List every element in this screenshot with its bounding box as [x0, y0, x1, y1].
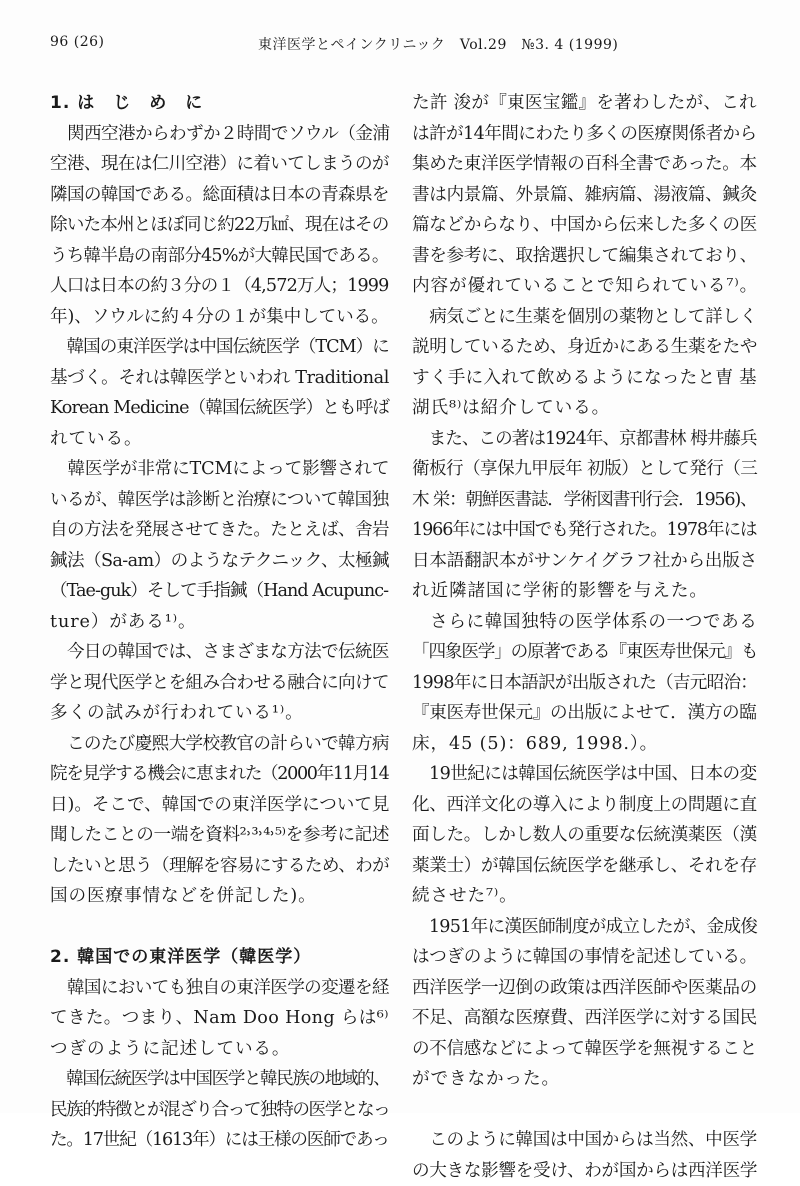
- text-line: ができなかった。: [412, 1064, 758, 1095]
- text-line: 日本語翻訳本がサンケイグラフ社から出版さ: [412, 546, 758, 577]
- text-line: 続させた⁷⁾。: [412, 881, 758, 912]
- text-line: 化、西洋文化の導入により制度上の問題に直: [412, 790, 758, 821]
- text-line: さらに韓国独特の医学体系の一つである: [412, 607, 758, 638]
- text-line: 人口は日本の約３分の１（4,572万人；1999: [50, 271, 390, 302]
- text-line: 木 栄：朝鮮医書誌．学術図書刊行会．1956)、: [412, 485, 758, 516]
- text-line: すく手に入れて飲めるようになったと曺 基: [412, 363, 758, 394]
- page-number: 96 (26): [50, 34, 105, 50]
- text-line: 西洋医学一辺倒の政策は西洋医師や医薬品の: [412, 973, 758, 1004]
- journal-citation: 東洋医学とペインクリニック Vol.29 №3. 4 (1999): [258, 34, 618, 54]
- text-line: 19世紀には韓国伝統医学は中国、日本の変: [412, 759, 758, 790]
- text-line: （Tae-guk）そして手指鍼（Hand Acupunc-: [50, 576, 390, 607]
- text-line: 多くの試みが行われている¹⁾。: [50, 698, 390, 729]
- paragraph-spacer: [50, 912, 390, 943]
- text-line: 日)。そこで、韓国での東洋医学について見: [50, 790, 390, 821]
- text-line: 床，45 (5)：689, 1998.）。: [412, 729, 758, 760]
- section-heading: 1. は じ め に: [50, 88, 390, 119]
- section-heading: 2. 韓国での東洋医学（韓医学）: [50, 942, 390, 973]
- text-line: た許 浚が『東医宝鑑』を著わしたが、これ: [412, 88, 758, 119]
- text-line: いるが、韓医学は診断と治療について韓国独: [50, 485, 390, 516]
- text-line: また、この著は1924年、京都書林 栂井藤兵: [412, 424, 758, 455]
- text-line: れている。: [50, 424, 390, 455]
- text-line: 除いた本州とほぼ同じ約22万㎢、現在はその: [50, 210, 390, 241]
- text-line: 今日の韓国では、さまざまな方法で伝統医: [50, 637, 390, 668]
- text-line: 韓国伝統医学は中国医学と韓民族の地域的、: [50, 1064, 390, 1095]
- text-line: はつぎのように韓国の事情を記述している。: [412, 942, 758, 973]
- left-text-column: [50, 88, 390, 1156]
- text-line: 衛板行（享保九甲辰年 初版）として発行（三: [412, 454, 758, 485]
- text-line: 院を見学する機会に恵まれた（2000年11月14: [50, 759, 390, 790]
- text-line: 聞したことの一端を資料²˒³˒⁴˒⁵⁾を参考に記述: [50, 820, 390, 851]
- text-line: の不信感などによって韓医学を無視すること: [412, 1034, 758, 1065]
- text-line: 学と現代医学とを組み合わせる融合に向けて: [50, 668, 390, 699]
- text-line: 自の方法を発展させてきた。たとえば、舎岩: [50, 515, 390, 546]
- text-line: 病気ごとに生薬を個別の薬物として詳しく: [412, 302, 758, 333]
- text-line: 空港、現在は仁川空港）に着いてしまうのが: [50, 149, 390, 180]
- text-line: 集めた東洋医学情報の百科全書であった。本: [412, 149, 758, 180]
- text-line: 隣国の韓国である。総面積は日本の青森県を: [50, 180, 390, 211]
- text-line: 書を参考に、取捨選択して編集されており、: [412, 241, 758, 272]
- text-line: したいと思う（理解を容易にするため、わが: [50, 851, 390, 882]
- text-line: た。17世紀（1613年）には王様の医師であっ: [50, 1125, 390, 1156]
- paragraph-spacer: [412, 1095, 758, 1126]
- text-line: 内容が優れていることで知られている⁷⁾。: [412, 271, 758, 302]
- text-line: 1966年には中国でも発行された。1978年には: [412, 515, 758, 546]
- text-line: つぎのように記述している。: [50, 1034, 390, 1065]
- text-line: れ近隣諸国に学術的影響を与えた。: [412, 576, 758, 607]
- text-line: 関西空港からわずか２時間でソウル（金浦: [50, 119, 390, 150]
- text-line: 不足、高額な医療費、西洋医学に対する国民: [412, 1003, 758, 1034]
- text-line: 書は内景篇、外景篇、雑病篇、湯液篇、鍼灸: [412, 180, 758, 211]
- text-line: 面した。しかし数人の重要な伝統漢薬医（漢: [412, 820, 758, 851]
- running-header: [50, 34, 754, 56]
- right-text-column: [412, 88, 758, 1186]
- text-line: 説明しているため、身近かにある生薬をたや: [412, 332, 758, 363]
- text-line: てきた。つまり、Nam Doo Hong らは⁶⁾: [50, 1003, 390, 1034]
- text-line: 1998年に日本語訳が出版された（吉元昭治：: [412, 668, 758, 699]
- text-line: は許が14年間にわたり多くの医療関係者から: [412, 119, 758, 150]
- text-line: 韓国の東洋医学は中国伝統医学（TCM）に: [50, 332, 390, 363]
- text-line: 「四象医学」の原著である『東医寿世保元』も: [412, 637, 758, 668]
- text-line: 韓国においても独自の東洋医学の変遷を経: [50, 973, 390, 1004]
- text-line: うち韓半島の南部分45%が大韓民国である。: [50, 241, 390, 272]
- text-line: 『東医寿世保元』の出版によせて．漢方の臨: [412, 698, 758, 729]
- text-line: 韓医学が非常にTCMによって影響されて: [50, 454, 390, 485]
- text-line: Korean Medicine（韓国伝統医学）とも呼ば: [50, 393, 390, 424]
- text-line: の大きな影響を受け、わが国からは西洋医学: [412, 1156, 758, 1186]
- text-line: 篇などからなり、中国から伝来した多くの医: [412, 210, 758, 241]
- text-line: 基づく。それは韓医学といわれ Traditional: [50, 363, 390, 394]
- text-line: 鍼法（Sa-am）のようなテクニック、太極鍼: [50, 546, 390, 577]
- text-line: 薬業士）が韓国伝統医学を継承し、それを存: [412, 851, 758, 882]
- text-line: このたび慶熙大学校教官の計らいで韓方病: [50, 729, 390, 760]
- text-line: このように韓国は中国からは当然、中医学: [412, 1125, 758, 1156]
- text-line: 国の医療事情などを併記した)。: [50, 881, 390, 912]
- text-line: 湖氏⁸⁾は紹介している。: [412, 393, 758, 424]
- text-line: 民族的特徴とが混ざり合って独特の医学となっ: [50, 1095, 390, 1126]
- text-line: ture）がある¹⁾。: [50, 607, 390, 638]
- text-line: 1951年に漢医師制度が成立したが、金成俊: [412, 912, 758, 943]
- text-line: 年)、ソウルに約４分の１が集中している。: [50, 302, 390, 333]
